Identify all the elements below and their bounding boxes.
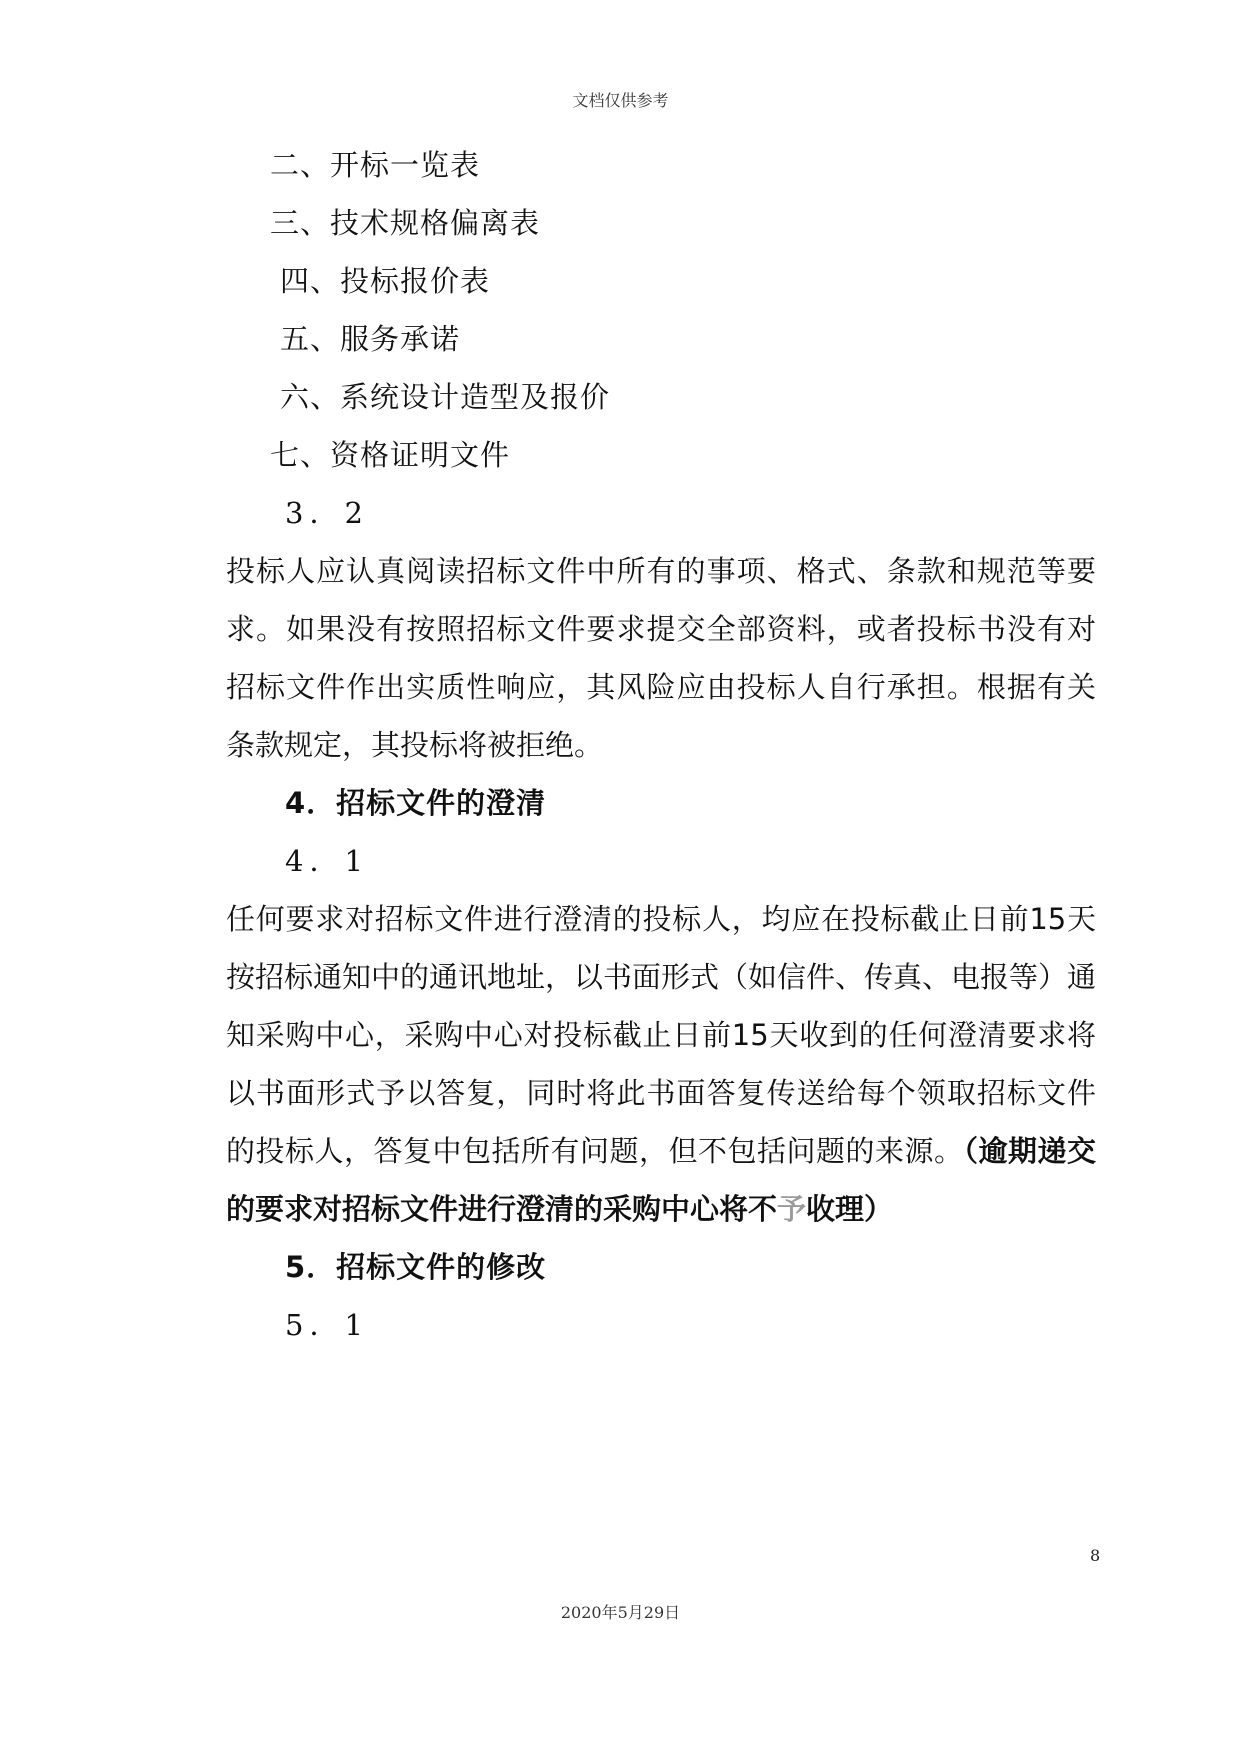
- toc-item-3: 三、技术规格偏离表: [270, 206, 541, 240]
- clause-4-1-line-1: 任何要求对招标文件进行澄清的投标人，均应在投标截止日前15天: [226, 902, 1096, 936]
- late-submission-note-start: （逾期递交: [963, 1134, 1096, 1168]
- toc-item-5: 五、服务承诺: [280, 322, 461, 356]
- clause-number-3-2: 3．2: [285, 496, 369, 530]
- clause-4-1-line-3: 知采购中心，采购中心对投标截止日前15天收到的任何澄清要求将: [226, 1018, 1096, 1052]
- clause-3-2-line-1: 投标人应认真阅读招标文件中所有的事项、格式、条款和规范等要: [226, 554, 1096, 588]
- clause-3-2-line-3: 招标文件作出实质性响应，其风险应由投标人自行承担。根据有关: [226, 670, 1096, 704]
- clause-4-1-line-5-normal: 的投标人，答复中包括所有问题，但不包括问题的来源。: [226, 1134, 964, 1168]
- page-header: 文档仅供参考: [572, 91, 669, 110]
- section-4-heading: 4．招标文件的澄清: [285, 786, 547, 820]
- page-number: 8: [1090, 1546, 1101, 1565]
- late-submission-note-part-a: 的要求对招标文件进行澄清的采购中心将不: [226, 1192, 778, 1226]
- clause-number-4-1: 4．1: [285, 844, 369, 878]
- toc-item-4: 四、投标报价表: [280, 264, 491, 298]
- late-submission-note-part-b: 收理）: [806, 1192, 894, 1226]
- toc-item-6: 六、系统设计造型及报价: [280, 380, 611, 414]
- toc-item-2: 二、开标一览表: [270, 148, 481, 182]
- clause-4-1-line-4: 以书面形式予以答复，同时将此书面答复传送给每个领取招标文件: [226, 1076, 1096, 1110]
- toc-item-7: 七、资格证明文件: [270, 438, 511, 472]
- clause-4-1-line-2: 按招标通知中的通讯地址，以书面形式（如信件、传真、电报等）通: [226, 960, 1097, 994]
- late-submission-note-grey-char: 予: [777, 1192, 807, 1226]
- page-footer-date: 2020年5月29日: [560, 1603, 681, 1622]
- clause-4-1-line-5: [226, 1134, 1096, 1168]
- clause-3-2-line-4: 条款规定，其投标将被拒绝。: [226, 728, 604, 762]
- late-submission-note-line: [226, 1192, 1096, 1226]
- section-5-heading: 5．招标文件的修改: [285, 1250, 547, 1284]
- clause-3-2-line-2: 求。如果没有按照招标文件要求提交全部资料，或者投标书没有对: [226, 612, 1096, 646]
- clause-number-5-1: 5．1: [285, 1308, 369, 1342]
